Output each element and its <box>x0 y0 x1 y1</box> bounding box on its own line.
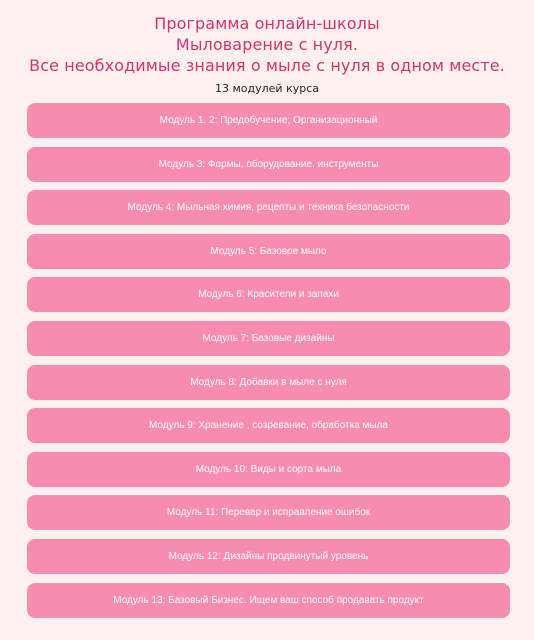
module-item-10[interactable]: Модуль 10: Виды и сорта мыла <box>27 452 510 487</box>
module-item-1[interactable]: Модуль 1, 2: Предобучение; Организационный <box>27 103 510 138</box>
page-title-line-2: Мыловарение с нуля. <box>175 35 359 54</box>
module-item-6[interactable]: Модуль 6: Красители и запахи <box>27 277 510 312</box>
page-title-line-3: Все необходимые знания о мыле с нуля в одном месте. <box>29 56 505 75</box>
module-item-8[interactable]: Модуль 8: Добавки в мыле с нуля <box>27 365 510 400</box>
module-item-4[interactable]: Модуль 4: Мыльная химия, рецепты и техника безопасности <box>27 190 510 225</box>
module-item-11[interactable]: Модуль 11: Перевар и исправление ошибок <box>27 495 510 530</box>
module-item-3[interactable]: Модуль 3: Формы, оборудование, инструменты <box>27 147 510 182</box>
page-header <box>0 0 534 96</box>
modules-count-label: 13 модулей курса <box>214 82 319 95</box>
module-list <box>27 103 510 626</box>
module-item-12[interactable]: Модуль 12: Дизайны продвинутый уровень <box>27 539 510 574</box>
module-item-13[interactable]: Модуль 13: Базовый Бизнес. Ищем ваш способ продавать продукт <box>27 583 510 618</box>
module-item-5[interactable]: Модуль 5: Базовое мыло <box>27 234 510 269</box>
module-item-7[interactable]: Модуль 7: Базовые дизайны <box>27 321 510 356</box>
page-title-line-1: Программа онлайн-школы <box>154 14 380 33</box>
module-item-9[interactable]: Модуль 9: Хранение , созревание, обработка мыла <box>27 408 510 443</box>
